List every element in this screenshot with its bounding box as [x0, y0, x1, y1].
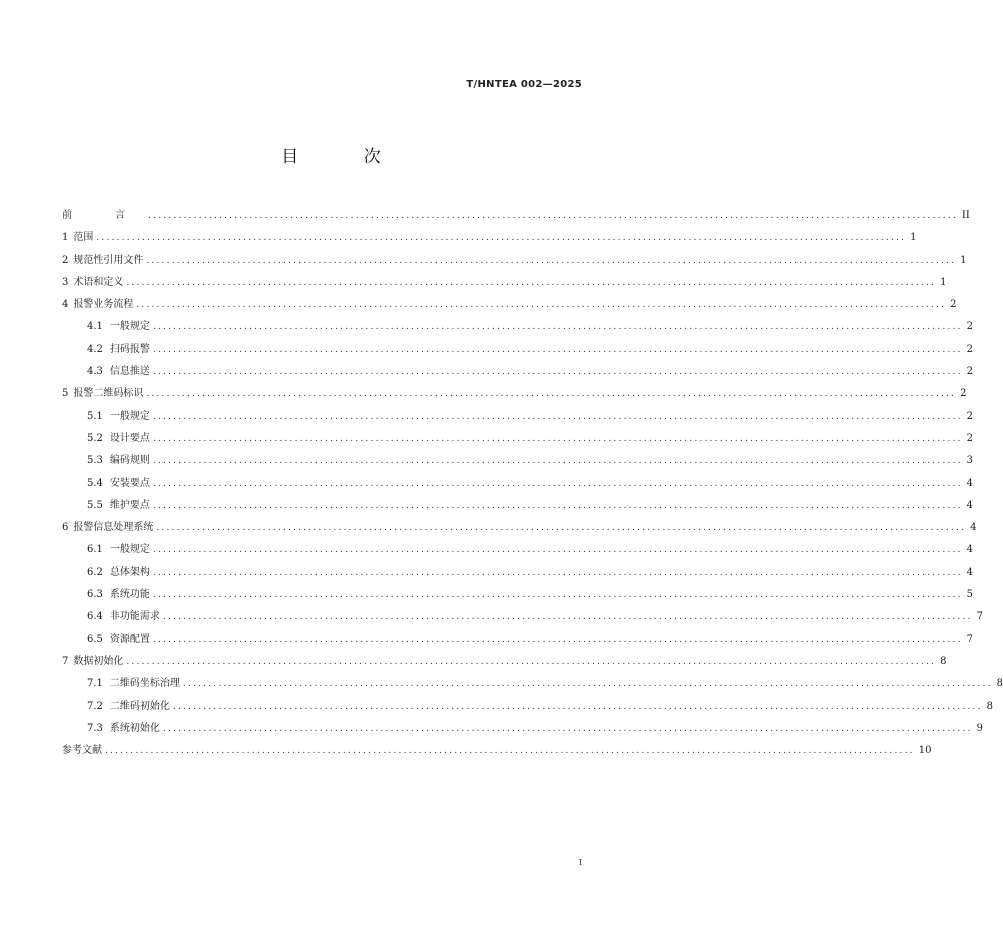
toc-entry-text: 数据初始化 [73, 655, 124, 667]
toc-entry-number: 4.1 [87, 321, 103, 333]
toc-entry-page: 1 [910, 232, 917, 244]
toc-leader-dots: ................................................................................................................................................................ [152, 567, 963, 578]
toc-entry-number: 7.1 [87, 678, 103, 690]
toc-entry-number: 7.3 [87, 722, 103, 734]
toc-entry[interactable] [62, 718, 984, 740]
toc-leader-dots: ................................................................................................................................................................ [152, 367, 963, 378]
toc-entry-label [87, 450, 153, 472]
toc-entry-number: 4.2 [87, 343, 103, 355]
toc-entry-text: 系统功能 [109, 589, 150, 601]
toc-entry-number: 5.5 [87, 499, 103, 511]
toc-leader-dots: ................................................................................................................................................................ [126, 656, 937, 667]
toc-entry-label [62, 740, 105, 762]
toc-leader-dots: ................................................................................................................................................................ [162, 723, 973, 734]
toc-entry[interactable] [62, 629, 974, 651]
toc-entry-text: 资源配置 [109, 633, 150, 645]
toc-entry-label [87, 495, 153, 517]
toc-entry-label [87, 718, 163, 740]
toc-entry-number: 4.3 [87, 366, 103, 378]
toc-entry-page: 2 [966, 343, 974, 355]
toc-leader-dots: ................................................................................................................................................................ [96, 233, 907, 244]
toc-entry-label [87, 428, 153, 450]
toc-entry-page: 4 [970, 522, 977, 534]
toc-entry-label [62, 250, 146, 272]
toc-entry-number: 7 [62, 655, 69, 667]
toc-entry-page: 8 [940, 655, 947, 667]
toc-leader-dots: ................................................................................................................................................................ [156, 523, 967, 534]
toc-entry-text: 维护要点 [109, 499, 150, 511]
table-of-contents [62, 205, 1003, 762]
toc-entry-text: 参考文献 [62, 745, 102, 757]
toc-entry-page: 7 [966, 633, 974, 645]
toc-leader-dots: ................................................................................................................................................................ [152, 500, 963, 511]
toc-entry[interactable] [62, 539, 974, 561]
toc-entry-page: 4 [966, 477, 974, 489]
toc-entry-text: 前 言 [62, 210, 146, 221]
toc-entry-number: 6.2 [87, 566, 103, 578]
toc-entry[interactable] [62, 584, 974, 606]
toc-entry-text: 设计要点 [109, 432, 150, 444]
toc-entry-text: 规范性引用文件 [73, 254, 144, 266]
toc-entry-label [87, 361, 153, 383]
toc-entry-page: II [961, 210, 970, 221]
toc-entry-number: 2 [62, 254, 69, 266]
toc-leader-dots: ................................................................................................................................................................ [152, 322, 963, 333]
toc-entry-number: 3 [62, 276, 69, 288]
toc-entry[interactable] [62, 651, 947, 673]
toc-leader-dots: ................................................................................................................................................................ [152, 433, 963, 444]
toc-entry-number: 7.2 [87, 700, 103, 712]
toc-entry[interactable] [62, 316, 974, 338]
toc-entry-page: 2 [966, 432, 974, 444]
toc-entry-number: 5.1 [87, 410, 103, 422]
toc-entry-page: 5 [966, 589, 974, 601]
toc-leader-dots: ................................................................................................................................................................ [146, 389, 957, 400]
toc-leader-dots: ................................................................................................................................................................ [148, 211, 958, 221]
toc-entry-text: 术语和定义 [73, 276, 124, 288]
toc-entry-page: 4 [966, 544, 974, 556]
toc-entry-label [87, 406, 153, 428]
toc-entry-label [87, 606, 163, 628]
toc-entry-page: 7 [976, 611, 984, 623]
toc-entry-page: 9 [976, 722, 984, 734]
toc-leader-dots: ................................................................................................................................................................ [152, 634, 963, 645]
toc-entry-text: 非功能需求 [109, 611, 160, 623]
toc-entry-number: 4 [62, 299, 69, 311]
toc-entry-number: 5 [62, 388, 69, 400]
toc-entry-label [87, 473, 153, 495]
toc-entry-page: 1 [960, 254, 967, 266]
toc-entry[interactable] [62, 517, 977, 539]
toc-leader-dots: ................................................................................................................................................................ [182, 679, 993, 690]
toc-entry-label [87, 584, 153, 606]
toc-entry-page: 2 [960, 388, 967, 400]
toc-leader-dots: ................................................................................................................................................................ [162, 612, 973, 623]
toc-entry-text: 一般规定 [109, 321, 150, 333]
toc-entry-number: 1 [62, 232, 69, 244]
toc-entry[interactable] [62, 428, 974, 450]
toc-entry[interactable] [62, 227, 917, 249]
toc-entry[interactable] [62, 250, 967, 272]
toc-entry[interactable] [62, 383, 967, 405]
toc-entry-text: 二维码坐标治理 [109, 678, 180, 690]
toc-entry-text: 扫码报警 [109, 343, 150, 355]
toc-entry[interactable] [62, 205, 970, 227]
page-number: I [578, 858, 582, 867]
toc-entry-label [62, 294, 136, 316]
toc-entry-page: 4 [966, 566, 974, 578]
toc-entry-text: 系统初始化 [109, 722, 160, 734]
toc-entry[interactable] [62, 406, 974, 428]
toc-entry-label [87, 629, 153, 651]
toc-entry[interactable] [62, 740, 932, 762]
toc-leader-dots: ................................................................................................................................................................ [152, 344, 963, 355]
toc-leader-dots: ................................................................................................................................................................ [105, 746, 915, 757]
toc-entry-text: 二维码初始化 [109, 700, 170, 712]
toc-leader-dots: ................................................................................................................................................................ [152, 456, 963, 467]
toc-leader-dots: ................................................................................................................................................................ [136, 300, 947, 311]
toc-entry-number: 5.4 [87, 477, 103, 489]
toc-entry-label [62, 517, 156, 539]
toc-entry[interactable] [62, 361, 974, 383]
toc-entry[interactable] [62, 495, 974, 517]
toc-entry-page: 2 [966, 321, 974, 333]
toc-entry-text: 报警信息处理系统 [73, 522, 154, 534]
toc-entry-number: 5.3 [87, 455, 103, 467]
toc-entry-page: 3 [966, 455, 974, 467]
toc-entry-label [87, 339, 153, 361]
toc-entry-number: 6 [62, 522, 69, 534]
toc-entry[interactable] [62, 294, 957, 316]
toc-entry-label [62, 651, 126, 673]
toc-entry-label [87, 539, 153, 561]
toc-entry-number: 6.3 [87, 589, 103, 601]
toc-entry[interactable] [62, 696, 994, 718]
toc-entry-text: 一般规定 [109, 544, 150, 556]
toc-entry[interactable] [62, 339, 974, 361]
toc-leader-dots: ................................................................................................................................................................ [152, 545, 963, 556]
toc-entry-label [87, 562, 153, 584]
document-code: T/HNTEA 002—2025 [466, 79, 582, 90]
toc-entry[interactable] [62, 450, 974, 472]
toc-entry-number: 6.4 [87, 611, 103, 623]
toc-leader-dots: ................................................................................................................................................................ [146, 255, 957, 266]
toc-entry[interactable] [62, 673, 1003, 695]
toc-entry-page: 2 [966, 410, 974, 422]
toc-entry-label [62, 383, 146, 405]
toc-entry-text: 安装要点 [109, 477, 150, 489]
toc-entry-number: 6.1 [87, 544, 103, 556]
toc-entry[interactable] [62, 562, 974, 584]
page-title: 目 次 [281, 147, 411, 167]
toc-leader-dots: ................................................................................................................................................................ [126, 277, 937, 288]
toc-entry-page: 8 [996, 678, 1003, 690]
toc-entry-page: 8 [986, 700, 994, 712]
toc-entry-text: 一般规定 [109, 410, 150, 422]
toc-entry-label [62, 205, 148, 227]
toc-leader-dots: ................................................................................................................................................................ [172, 701, 983, 712]
toc-entry[interactable] [62, 272, 947, 294]
toc-leader-dots: ................................................................................................................................................................ [152, 478, 963, 489]
toc-leader-dots: ................................................................................................................................................................ [152, 590, 963, 601]
toc-entry-text: 范围 [73, 232, 94, 244]
toc-entry-page: 2 [950, 299, 957, 311]
toc-entry-number: 5.2 [87, 432, 103, 444]
toc-entry-text: 信息推送 [109, 366, 150, 378]
toc-entry-page: 1 [940, 276, 947, 288]
toc-entry-text: 编码规则 [109, 455, 150, 467]
toc-entry-page: 10 [918, 745, 932, 757]
toc-entry-label [62, 227, 96, 249]
toc-entry[interactable] [62, 606, 984, 628]
toc-entry-text: 报警业务流程 [73, 299, 134, 311]
toc-entry-label [87, 316, 153, 338]
toc-entry-page: 2 [966, 366, 974, 378]
toc-entry-label [62, 272, 126, 294]
toc-entry-page: 4 [966, 499, 974, 511]
toc-entry-text: 总体架构 [109, 566, 150, 578]
toc-entry-label [87, 696, 173, 718]
toc-entry-number: 6.5 [87, 633, 103, 645]
toc-entry[interactable] [62, 473, 974, 495]
toc-entry-text: 报警二维码标识 [73, 388, 144, 400]
toc-leader-dots: ................................................................................................................................................................ [152, 411, 963, 422]
toc-entry-label [87, 673, 183, 695]
